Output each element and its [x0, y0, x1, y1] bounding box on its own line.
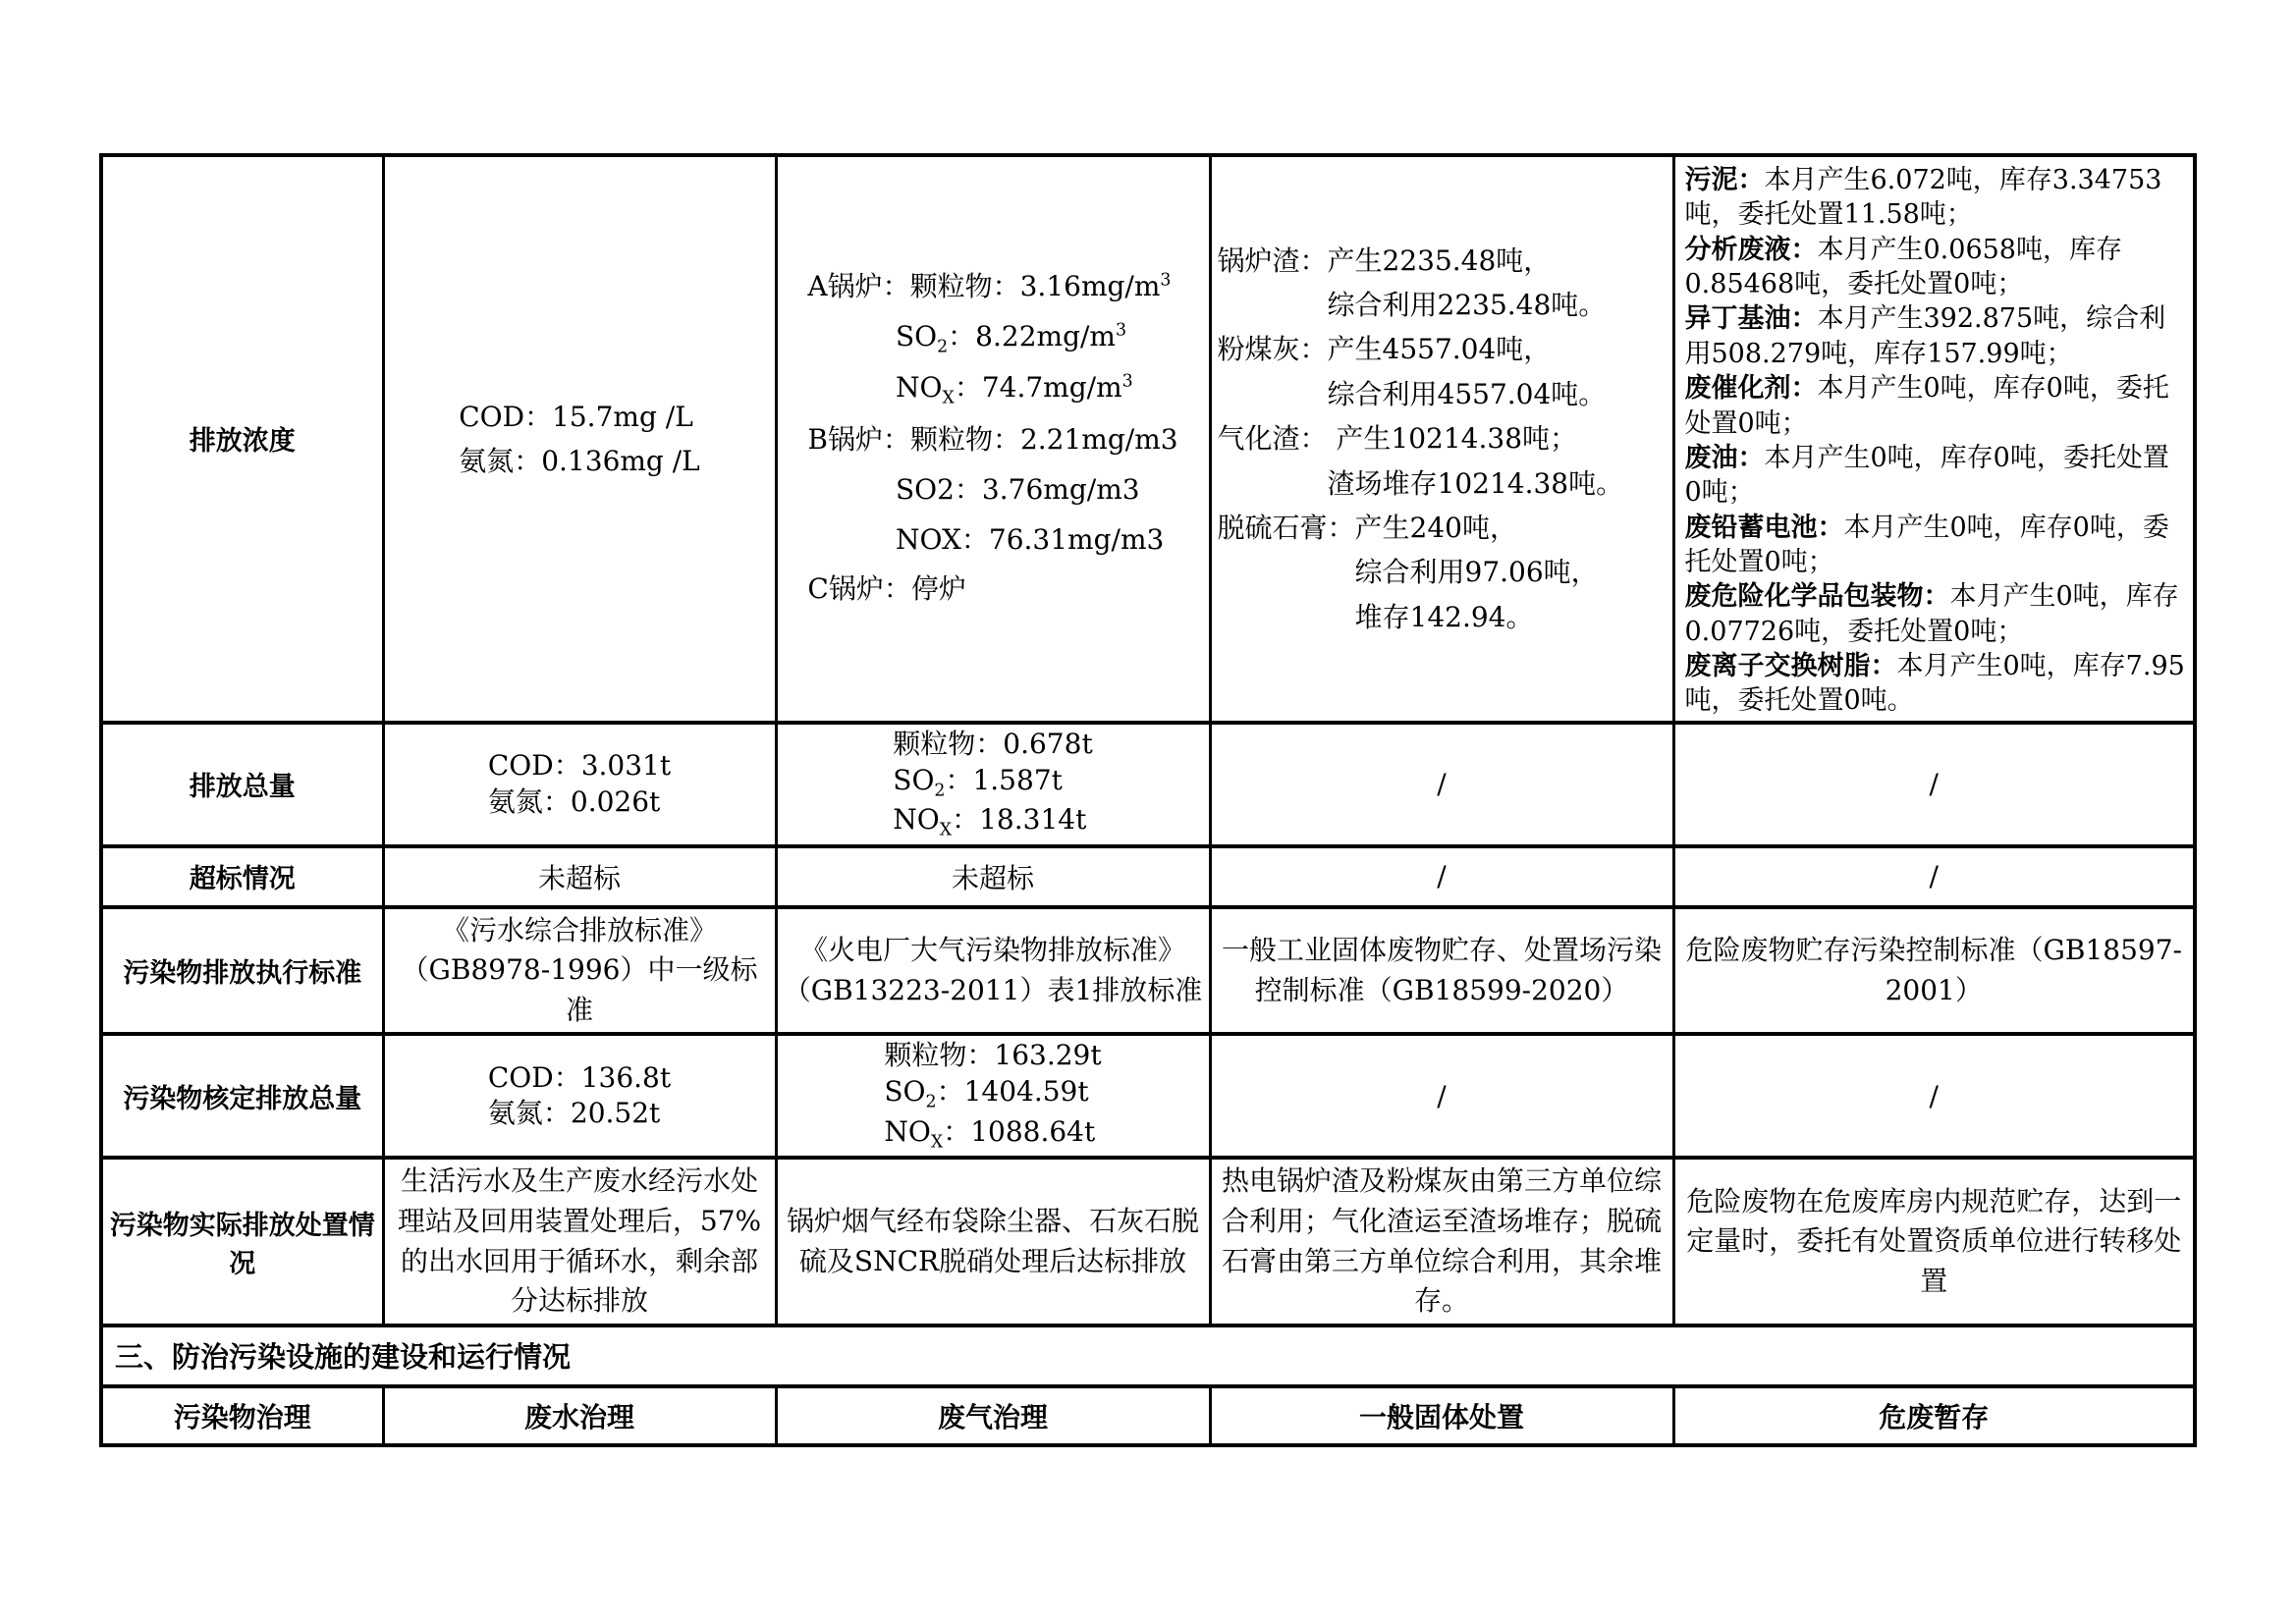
cell-total-wastewater — [383, 723, 776, 846]
cell-standard-fluegas: 《火电厂大气污染物排放标准》（GB13223-2011）表1排放标准 — [776, 907, 1210, 1035]
cell-approved-solid-waste: / — [1210, 1034, 1673, 1158]
cell-exceedance-fluegas: 未超标 — [776, 846, 1210, 907]
emission-report-table — [99, 153, 2197, 1447]
cell-standard-solid-waste: 一般工业固体废物贮存、处置场污染控制标准（GB18599-2020） — [1210, 907, 1673, 1035]
boiler-emission-values: A锅炉：颗粒物：$3.16mg/m^3$ $SO_2$：$8.22mg/m^3$ $NO_X$：$74.7mg/m^3$ B锅炉：颗粒物：2.21mg/m3 SO2：3.76mg/m3 NOX：76.31mg/m3 C锅炉：停炉 — [807, 270, 1178, 606]
cell-concentration-fluegas — [776, 155, 1210, 723]
cell-total-solid-waste: / — [1210, 723, 1673, 846]
row-label-emission-standard: 污染物排放执行标准 — [101, 907, 383, 1035]
row-label-exceedance: 超标情况 — [101, 846, 383, 907]
cell-standard-wastewater: 《污水综合排放标准》（GB8978-1996）中一级标准 — [383, 907, 776, 1035]
row-treatment-headers — [101, 1386, 2195, 1445]
cell-approved-wastewater — [383, 1034, 776, 1158]
cell-exceedance-wastewater: 未超标 — [383, 846, 776, 907]
row-emission-standard — [101, 907, 2195, 1035]
cell-disposal-solid-waste: 热电锅炉渣及粉煤灰由第三方单位综合利用；气化渣运至渣场堆存；脱硫石膏由第三方单位综合利用，其余堆存。 — [1210, 1158, 1673, 1325]
row-label-actual-disposal: 污染物实际排放处置情况 — [101, 1158, 383, 1325]
header-general-solid-disposal: 一般固体处置 — [1210, 1386, 1673, 1445]
row-label-emission-concentration: 排放浓度 — [101, 155, 383, 723]
fluegas-approved-values: 颗粒物：163.29t $SO_2$：1404.59t $NO_X$：1088.64t — [884, 1039, 1102, 1153]
hazardous-waste-values: 污泥：本月产生6.072吨，库存3.34753吨，委托处置11.58吨； 分析废液：本月产生0.0658吨，库存0.85468吨，委托处置0吨； 异丁基油：本月产生392.875吨，综合利用508.279吨，库存157.99吨； 废催化剂：本月产生0吨，库存0吨，委托处置0吨； 废油：本月产生0吨，库存0吨，委托处置0吨； 废铅蓄电池：本月产生0吨，库存0吨，委托处置0吨； 废危险化学品包装物：本月产生0吨，库存0.07726吨，委托处置0吨； 废离子交换树脂：本月产生0吨，库存7.95吨，委托处置0吨。 — [1684, 165, 2185, 717]
row-exceedance — [101, 846, 2195, 907]
cell-standard-hazardous-waste: 危险废物贮存污染控制标准（GB18597-2001） — [1673, 907, 2195, 1035]
row-section3-header — [101, 1325, 2195, 1386]
header-pollutant-treatment: 污染物治理 — [101, 1386, 383, 1445]
cell-exceedance-solid-waste: / — [1210, 846, 1673, 907]
cell-disposal-fluegas: 锅炉烟气经布袋除尘器、石灰石脱硫及SNCR脱硝处理后达标排放 — [776, 1158, 1210, 1325]
header-fluegas-treatment: 废气治理 — [776, 1386, 1210, 1445]
wastewater-concentration-values: COD：15.7mg /L 氨氮：0.136mg /L — [459, 400, 700, 477]
cell-concentration-wastewater — [383, 155, 776, 723]
header-wastewater-treatment: 废水治理 — [383, 1386, 776, 1445]
solid-waste-values: 锅炉渣：产生2235.48吨， 综合利用2235.48吨。 粉煤灰：产生4557.04吨， 综合利用4557.04吨。 气化渣： 产生10214.38吨； 渣场堆存10214.38吨。 脱硫石膏：产生240吨， 综合利用97.06吨， 堆存142.94。 — [1217, 243, 1624, 633]
cell-approved-fluegas — [776, 1034, 1210, 1158]
row-emission-concentration — [101, 155, 2195, 723]
row-actual-disposal — [101, 1158, 2195, 1325]
cell-disposal-wastewater: 生活污水及生产废水经污水处理站及回用装置处理后，57%的出水回用于循环水，剩余部分达标排放 — [383, 1158, 776, 1325]
row-label-approved-total: 污染物核定排放总量 — [101, 1034, 383, 1158]
cell-concentration-solid-waste — [1210, 155, 1673, 723]
cell-approved-hazardous-waste: / — [1673, 1034, 2195, 1158]
cell-exceedance-hazardous-waste: / — [1673, 846, 2195, 907]
cell-total-hazardous-waste: / — [1673, 723, 2195, 846]
cell-concentration-hazardous-waste — [1673, 155, 2195, 723]
section3-title: 三、防治污染设施的建设和运行情况 — [101, 1325, 2195, 1386]
wastewater-total-values: COD：3.031t 氨氮：0.026t — [487, 748, 672, 818]
cell-disposal-hazardous-waste: 危险废物在危废库房内规范贮存，达到一定量时，委托有处置资质单位进行转移处置 — [1673, 1158, 2195, 1325]
row-label-emission-total: 排放总量 — [101, 723, 383, 846]
header-hazwaste-storage: 危废暂存 — [1673, 1386, 2195, 1445]
cell-total-fluegas — [776, 723, 1210, 846]
wastewater-approved-values: COD：136.8t 氨氮：20.52t — [487, 1060, 672, 1130]
fluegas-total-values: 颗粒物：0.678t $SO_2$：1.587t $NO_X$：18.314t — [893, 727, 1093, 840]
row-emission-total — [101, 723, 2195, 846]
row-approved-total — [101, 1034, 2195, 1158]
